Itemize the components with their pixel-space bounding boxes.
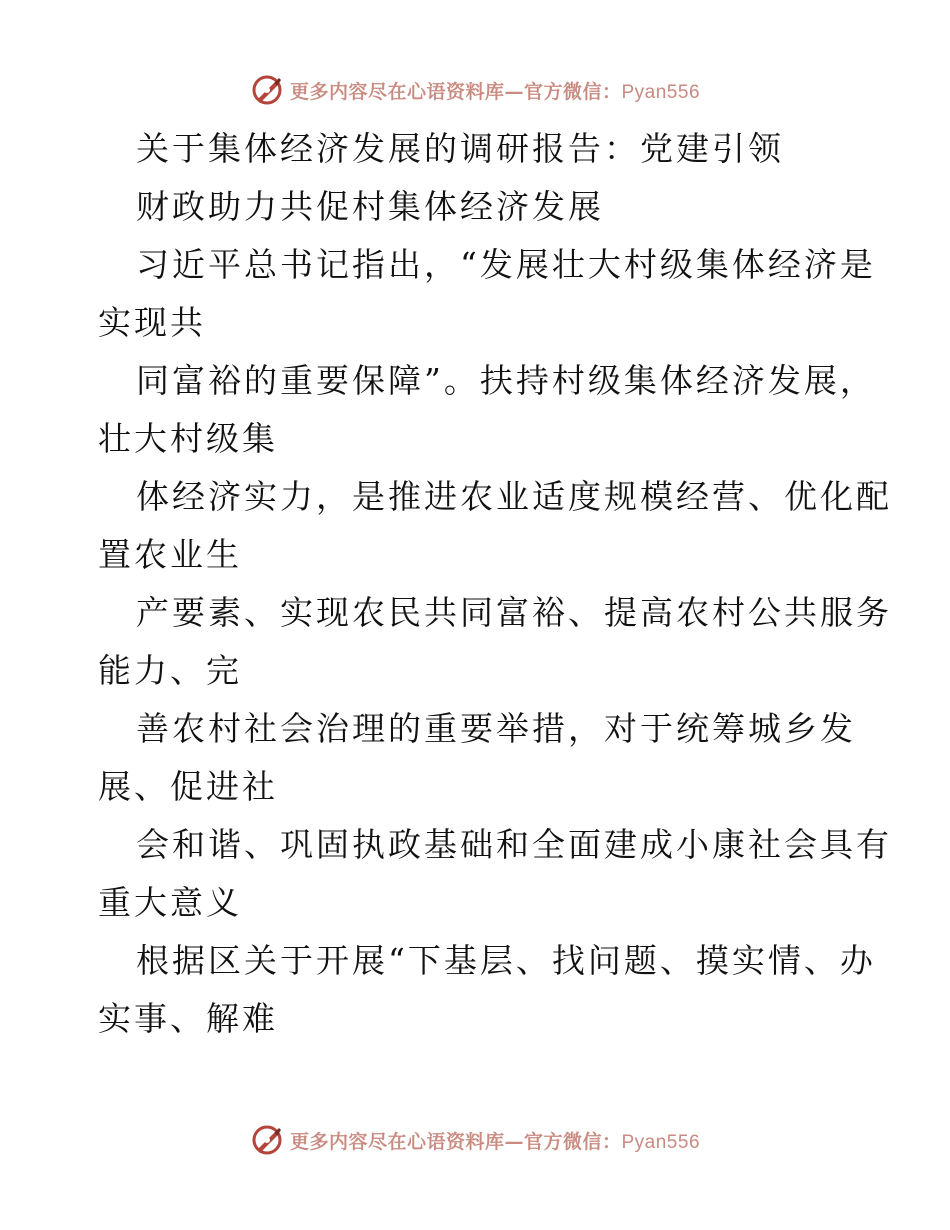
paragraph-line: 实事、解难 <box>98 999 278 1038</box>
paragraph-line: 重大意义 <box>98 883 242 922</box>
document-body <box>98 120 892 1048</box>
pen-logo-icon <box>250 1123 284 1157</box>
paragraph-line: 善农村社会治理的重要举措，对于统筹城乡发 <box>136 709 856 748</box>
header-watermark <box>0 70 950 110</box>
title-line-1: 关于集体经济发展的调研报告：党建引领 <box>136 129 784 168</box>
watermark-wechat-id: Pyan556 <box>621 1131 701 1153</box>
footer-watermark <box>0 1120 950 1160</box>
paragraph-line: 产要素、实现农民共同富裕、提高农村公共服务 <box>136 593 892 632</box>
paragraph-line: 能力、完 <box>98 651 242 690</box>
paragraph-line: 置农业生 <box>98 535 242 574</box>
paragraph-line: 体经济实力，是推进农业适度规模经营、优化配 <box>136 477 892 516</box>
title-line-2: 财政助力共促村集体经济发展 <box>136 187 604 226</box>
paragraph-line: 壮大村级集 <box>98 419 278 458</box>
watermark-prefix: 更多内容尽在心语资料库—官方微信： <box>289 80 622 103</box>
paragraph-line: 会和谐、巩固执政基础和全面建成小康社会具有 <box>136 825 892 864</box>
watermark-text <box>290 1127 700 1154</box>
paragraph-line: 根据区关于开展“下基层、找问题、摸实情、办 <box>136 941 876 980</box>
watermark-text <box>290 77 700 104</box>
pen-logo-icon <box>250 73 284 107</box>
paragraph-line: 习近平总书记指出，“发展壮大村级集体经济是 <box>136 245 876 284</box>
paragraph-line: 同富裕的重要保障”。扶持村级集体经济发展， <box>136 361 876 400</box>
paragraph-line: 展、促进社 <box>98 767 278 806</box>
watermark-prefix: 更多内容尽在心语资料库—官方微信： <box>289 1130 622 1153</box>
paragraph-line: 实现共 <box>98 303 206 342</box>
watermark-wechat-id: Pyan556 <box>621 81 701 103</box>
